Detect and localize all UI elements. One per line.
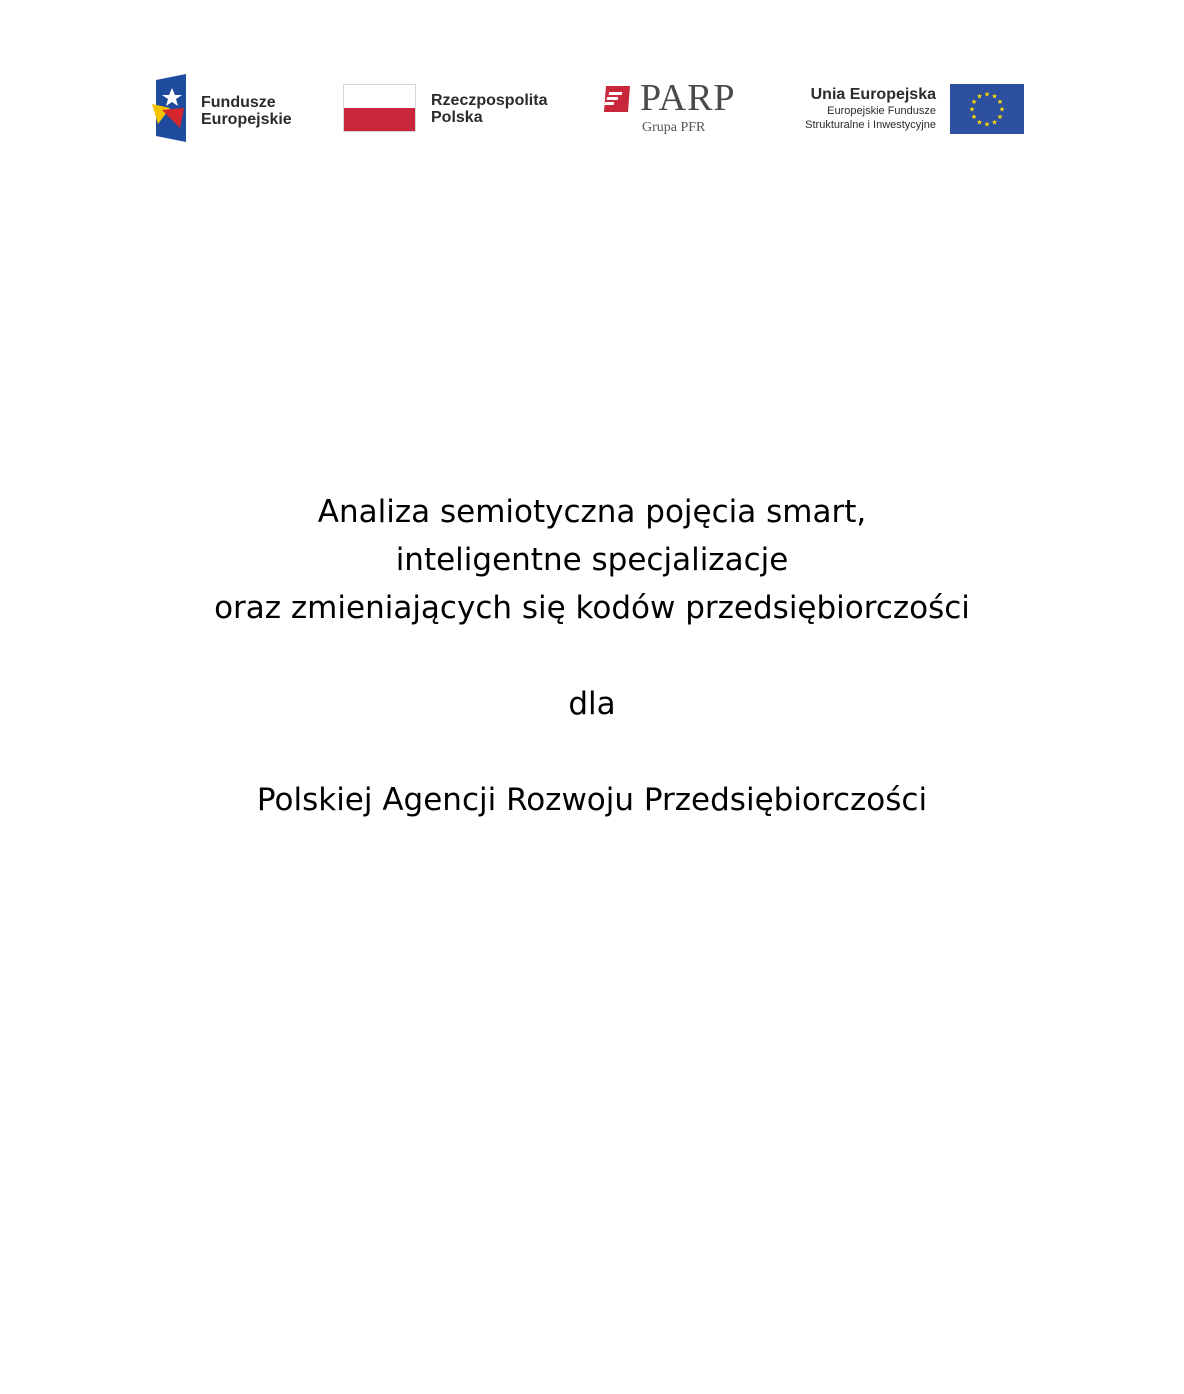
- eu-star-icon: ★: [998, 106, 1006, 114]
- document-recipient: Polskiej Agencji Rozwoju Przedsiębiorczości: [256, 782, 928, 818]
- eu-star-icon: ★: [983, 91, 991, 99]
- eu-star-icon: ★: [996, 114, 1004, 121]
- eu-star-icon: ★: [976, 119, 983, 127]
- unia-europejska-texts: [805, 86, 936, 132]
- fundusze-europejskie-label: Fundusze Europejskie: [201, 94, 292, 128]
- parp-mark-icon: [602, 84, 632, 114]
- parp-logo: [600, 77, 760, 140]
- unia-europejska-title: Unia Europejska: [810, 86, 936, 103]
- eu-star-icon: ★: [991, 93, 998, 101]
- rzeczpospolita-polska-logo: [343, 84, 573, 134]
- eu-star-icon: ★: [968, 106, 976, 114]
- document-title-line-3: oraz zmieniających się kodów przedsiębiorczości: [214, 590, 970, 626]
- eu-star-icon: ★: [976, 93, 983, 101]
- document-title-line-1: Analiza semiotyczna pojęcia smart,: [317, 494, 867, 530]
- rzeczpospolita-polska-label: Rzeczpospolita Polska: [431, 92, 548, 126]
- eu-star-icon: ★: [970, 114, 978, 121]
- unia-europejska-logo: [790, 84, 1030, 136]
- polish-flag-icon: [343, 84, 416, 132]
- eu-star-icon: ★: [991, 119, 998, 127]
- document-title-block: [0, 488, 1184, 824]
- eu-star-icon: ★: [970, 99, 978, 106]
- eu-star-icon: ★: [983, 121, 991, 129]
- unia-europejska-subtitle: Europejskie Fundusze Strukturalne i Inwestycyjne: [805, 105, 936, 131]
- document-title-line-2: inteligentne specjalizacje: [395, 542, 789, 578]
- fundusze-europejskie-icon: [150, 74, 190, 142]
- parp-name: PARP: [640, 77, 736, 119]
- document-connector: dla: [568, 686, 616, 722]
- logo-bar: [0, 70, 1184, 150]
- fundusze-europejskie-logo: [150, 74, 310, 142]
- eu-star-icon: ★: [996, 99, 1004, 106]
- parp-subtitle: Grupa PFR: [642, 120, 706, 135]
- eu-flag-icon: [950, 84, 1024, 134]
